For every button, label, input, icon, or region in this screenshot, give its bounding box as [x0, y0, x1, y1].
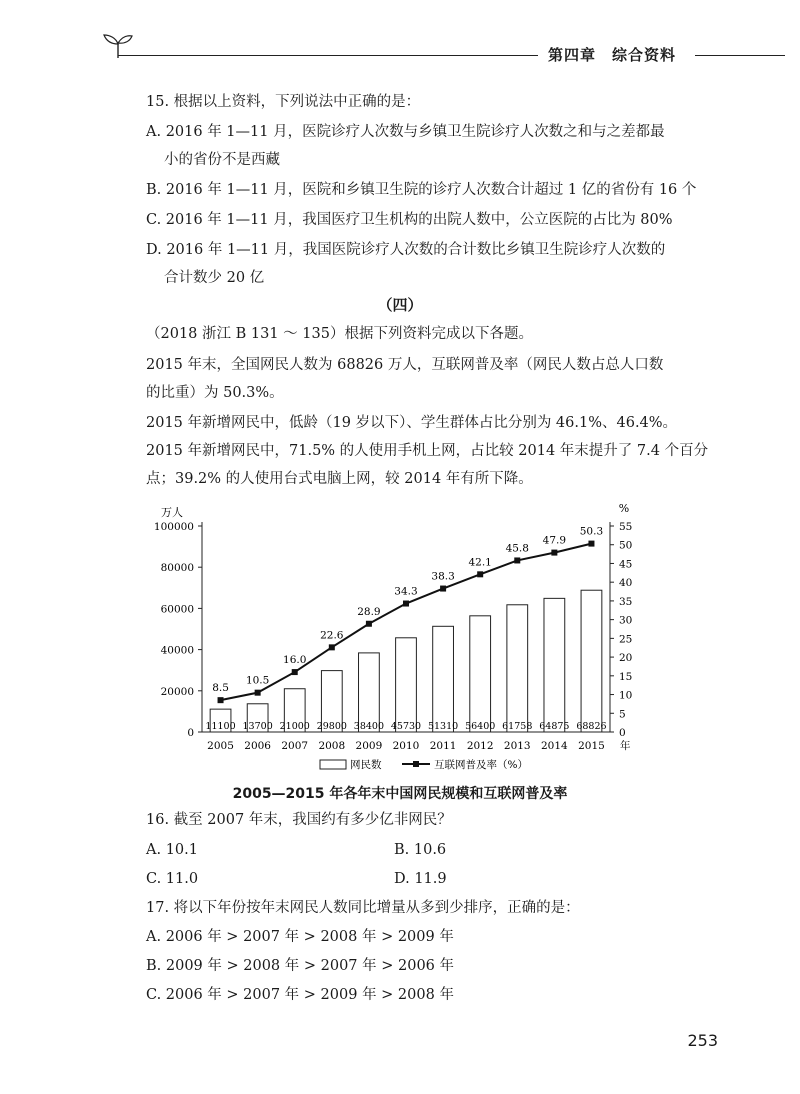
- legend-bar-swatch: [320, 760, 346, 769]
- line-value-label: 34.3: [394, 585, 418, 598]
- line-point: [514, 557, 520, 563]
- line-point: [218, 697, 224, 703]
- q16-option-c: C. 11.0: [146, 871, 199, 887]
- y-left-tick-label: 80000: [160, 562, 194, 575]
- bar-value-label: 45730: [390, 721, 422, 732]
- y-right-tick-label: 0: [619, 727, 626, 739]
- line-point: [292, 669, 298, 675]
- line-point: [403, 601, 409, 607]
- bar-value-label: 13700: [242, 721, 273, 732]
- q16-option-a: A. 10.1: [146, 842, 198, 858]
- q16-option-b: B. 10.6: [394, 842, 447, 858]
- section-source: （2018 浙江 B 131 ～ 135）根据下列资料完成以下各题。: [146, 326, 533, 342]
- line-value-label: 16.0: [283, 654, 307, 667]
- q15-stem: 15. 根据以上资料，下列说法中正确的是：: [146, 94, 421, 110]
- x-unit: 年: [620, 740, 631, 752]
- bar-value-label: 21000: [279, 721, 310, 732]
- header-rule-left: [118, 55, 538, 56]
- chart-title: 2005—2015 年各年末中国网民规模和互联网普及率: [232, 786, 568, 802]
- y-right-unit: %: [618, 502, 630, 515]
- y-right-tick-label: 45: [619, 558, 633, 571]
- bar: [470, 616, 491, 732]
- x-tick-label: 2015: [578, 740, 605, 752]
- paragraph-2-line-2: 2015 年新增网民中，71.5% 的人使用手机上网，占比较 2014 年末提升了 7.4 个百分: [146, 443, 709, 459]
- line-value-label: 45.8: [505, 542, 529, 555]
- section-heading: （四）: [377, 296, 423, 314]
- x-tick-label: 2008: [318, 740, 346, 752]
- q15-option-d-cont: 合计数少 20 亿: [164, 270, 265, 286]
- y-left-tick-label: 100000: [153, 521, 194, 533]
- bar-value-label: 61758: [502, 721, 533, 732]
- x-tick-label: 2011: [429, 740, 457, 752]
- line-point: [588, 541, 594, 547]
- bar: [544, 598, 565, 732]
- paragraph-2-line-1: 2015 年新增网民中，低龄（19 岁以下）、学生群体占比分别为 46.1%、46.4%。: [146, 415, 678, 431]
- line-value-label: 8.5: [212, 682, 229, 695]
- chart-svg: [140, 496, 660, 796]
- bar-value-label: 56400: [465, 721, 496, 732]
- q15-option-a-cont: 小的省份不是西藏: [164, 152, 280, 168]
- paragraph-1-line-1: 2015 年末，全国网民人数为 68826 万人，互联网普及率（网民人数占总人口数: [146, 357, 664, 373]
- legend-line-marker: [413, 761, 419, 767]
- q17-option-a: A. 2006 年 > 2007 年 > 2008 年 > 2009 年: [146, 929, 454, 945]
- bar: [507, 605, 528, 732]
- q16-stem: 16. 截至 2007 年末，我国约有多少亿非网民？: [146, 812, 452, 828]
- page-number: 253: [687, 1031, 718, 1050]
- x-tick-label: 2013: [503, 740, 531, 752]
- line-value-label: 28.9: [357, 605, 381, 618]
- paragraph-1-line-2: 的比重）为 50.3%。: [146, 385, 284, 401]
- y-right-tick-label: 20: [619, 652, 633, 665]
- x-tick-label: 2010: [392, 740, 420, 752]
- line-point: [477, 571, 483, 577]
- y-left-tick-label: 60000: [160, 603, 194, 616]
- line-point: [329, 644, 335, 650]
- y-left-tick-label: 0: [187, 727, 194, 739]
- y-right-tick-label: 50: [619, 539, 633, 552]
- chapter-title: 第四章 综合资料: [548, 46, 677, 64]
- x-tick-label: 2007: [281, 740, 309, 752]
- x-tick-label: 2012: [466, 740, 494, 752]
- line-point: [366, 621, 372, 627]
- bar-value-label: 64875: [539, 721, 570, 732]
- chart: [140, 496, 660, 796]
- y-right-tick-label: 35: [619, 595, 633, 608]
- line-value-label: 10.5: [245, 674, 270, 687]
- x-tick-label: 2006: [244, 740, 272, 752]
- q15-option-d: D. 2016 年 1—11 月，我国医院诊疗人次数的合计数比乡镇卫生院诊疗人次数的: [146, 242, 666, 258]
- x-tick-label: 2014: [540, 740, 568, 752]
- line-value-label: 42.1: [468, 556, 492, 569]
- bar-value-label: 11100: [205, 721, 236, 732]
- q17-stem: 17. 将以下年份按年末网民人数同比增量从多到少排序，正确的是：: [146, 900, 580, 916]
- q15-option-a: A. 2016 年 1—11 月，医院诊疗人次数与乡镇卫生院诊疗人次数之和与之差都最: [146, 124, 665, 140]
- line-value-label: 22.6: [320, 629, 344, 642]
- y-right-tick-label: 15: [619, 670, 633, 683]
- sprout-icon: [100, 32, 140, 62]
- bar-value-label: 68826: [576, 721, 607, 732]
- y-right-tick-label: 55: [619, 521, 633, 533]
- bar: [433, 626, 454, 732]
- line-value-label: 47.9: [542, 534, 567, 547]
- x-tick-label: 2009: [355, 740, 383, 752]
- line-point: [255, 690, 261, 696]
- bar-value-label: 29800: [316, 721, 347, 732]
- q17-option-b: B. 2009 年 > 2008 年 > 2007 年 > 2006 年: [146, 958, 455, 974]
- y-right-tick-label: 25: [619, 633, 633, 646]
- line-value-label: 50.3: [579, 525, 604, 538]
- y-left-tick-label: 40000: [160, 644, 194, 657]
- bar: [581, 590, 602, 732]
- line-point: [551, 550, 557, 556]
- q15-option-b: B. 2016 年 1—11 月，医院和乡镇卫生院的诊疗人次数合计超过 1 亿的省份有 16 个: [146, 182, 697, 198]
- bar-value-label: 38400: [353, 721, 385, 732]
- legend-line-label: 互联网普及率（%）: [434, 759, 528, 771]
- legend-bar-label: 网民数: [350, 759, 382, 771]
- header-rule-right: [695, 55, 785, 56]
- y-left-unit: 万人: [161, 506, 183, 519]
- bar-value-label: 51310: [427, 721, 459, 732]
- q15-option-c: C. 2016 年 1—11 月，我国医疗卫生机构的出院人数中，公立医院的占比为 80%: [146, 212, 673, 228]
- y-left-tick-label: 20000: [160, 685, 194, 698]
- y-right-tick-label: 5: [619, 708, 626, 721]
- y-right-tick-label: 10: [619, 689, 633, 702]
- q16-option-d: D. 11.9: [394, 871, 447, 887]
- x-tick-label: 2005: [207, 740, 234, 752]
- line-value-label: 38.3: [431, 570, 455, 583]
- q17-option-c: C. 2006 年 > 2007 年 > 2009 年 > 2008 年: [146, 987, 454, 1003]
- line-point: [440, 586, 446, 592]
- page-header: [0, 30, 800, 70]
- y-right-tick-label: 40: [619, 577, 633, 590]
- bar: [396, 638, 417, 732]
- paragraph-2-line-3: 点；39.2% 的人使用台式电脑上网，较 2014 年有所下降。: [146, 471, 533, 487]
- y-right-tick-label: 30: [619, 614, 633, 627]
